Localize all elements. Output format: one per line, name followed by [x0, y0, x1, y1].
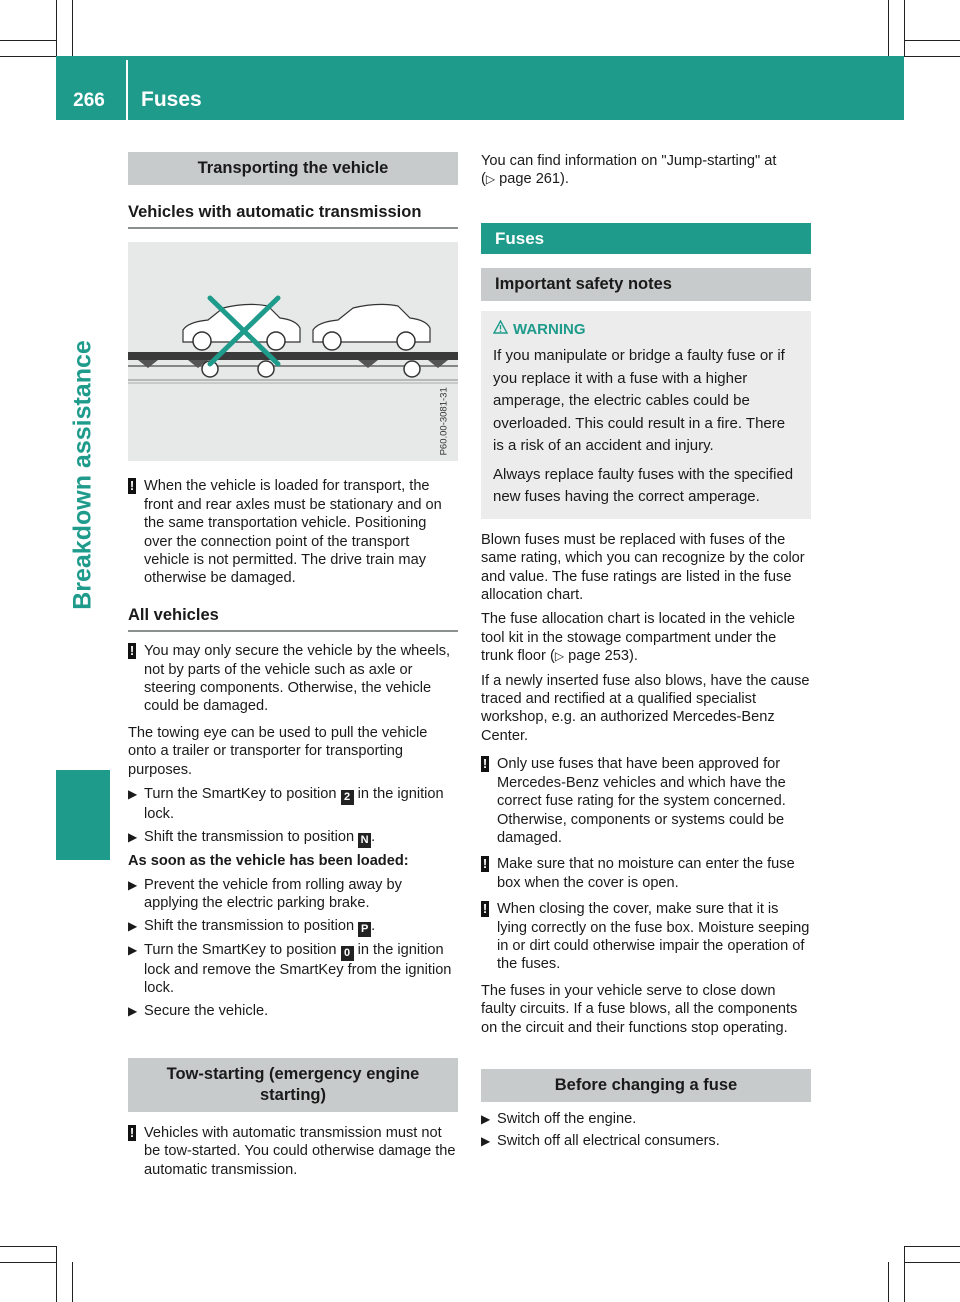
- note-cover: [481, 900, 811, 974]
- arrow-right-icon: ▶: [128, 877, 138, 892]
- car-left-wheel: [193, 332, 211, 350]
- note-transport: [128, 477, 458, 587]
- warning-title: [493, 319, 799, 342]
- bogie-wheel: [258, 361, 274, 377]
- note-text: Only use fuses that have been approved for Mercedes-Benz vehicles and which have the correct fuse rating for the system concerned. Otherwise, components or systems could be damaged.: [497, 756, 786, 846]
- crop-mark: [888, 0, 889, 56]
- page-ref-link[interactable]: page 253).: [568, 648, 638, 665]
- subheading-all-vehicles: All vehicles: [128, 606, 458, 632]
- crop-mark: [904, 40, 960, 41]
- key-position-0: 0: [341, 946, 354, 961]
- loaded-heading: As soon as the vehicle has been loaded:: [128, 852, 409, 869]
- note-approved-fuses: [481, 755, 811, 847]
- crop-mark: [904, 1262, 960, 1263]
- step-text: Switch off all electrical consumers.: [497, 1133, 720, 1150]
- paragraph-jump-start: [481, 152, 811, 189]
- step-smartkey-2: [128, 785, 458, 823]
- transport-figure: [128, 242, 458, 461]
- step-text: Turn the SmartKey to position: [144, 941, 337, 958]
- step-switch-off-engine: [481, 1110, 811, 1128]
- exclamation-icon: !: [482, 756, 488, 772]
- chapter-side-label: Breakdown assistance: [68, 340, 97, 610]
- paragraph-fuses-serve: The fuses in your vehicle serve to close down faulty circuits. If a fuse blows, all the components on the circuit and their functions stop operating.: [481, 982, 798, 1036]
- exclamation-icon: !: [129, 1124, 135, 1140]
- note-secure: [128, 642, 458, 716]
- crop-mark: [888, 1262, 889, 1302]
- section-heading-tow-starting: Tow-starting (emergency engine starting): [128, 1058, 458, 1112]
- header-divider: [126, 60, 128, 120]
- step-text: Shift the transmission to position: [144, 917, 355, 934]
- exclamation-icon: !: [482, 901, 488, 917]
- paragraph-allocation-chart: [481, 610, 811, 665]
- page-number: 266: [73, 90, 105, 111]
- warning-text: Always replace faulty fuses with the specified new fuses having the correct amperage.: [493, 465, 794, 506]
- section-heading-transport: Transporting the vehicle: [128, 152, 458, 185]
- step-switch-off-consumers: [481, 1132, 811, 1150]
- arrow-right-icon: ▶: [128, 918, 138, 933]
- warning-box: [481, 311, 811, 519]
- crop-mark: [0, 40, 56, 41]
- step-text: in the ignition lock.: [144, 786, 444, 823]
- page-ref-arrow-icon: ▷: [554, 649, 565, 664]
- page-title: Fuses: [141, 88, 202, 111]
- arrow-right-icon: ▶: [128, 1003, 138, 1018]
- step-text: Shift the transmission to position: [144, 828, 355, 845]
- key-position-2: 2: [341, 790, 354, 805]
- left-column: [128, 152, 458, 1187]
- right-column: [481, 152, 811, 1155]
- step-smartkey-0: [128, 941, 458, 998]
- car-left-wheel: [267, 332, 285, 350]
- crop-mark: [0, 1246, 56, 1247]
- step-text: .: [371, 828, 376, 845]
- step-text: Turn the SmartKey to position: [144, 786, 337, 803]
- exclamation-icon: !: [482, 856, 488, 872]
- step-text: Switch off the engine.: [497, 1110, 637, 1127]
- crop-mark: [0, 1262, 56, 1263]
- step-parking-brake: [128, 876, 458, 913]
- trailer-struts: [138, 360, 448, 368]
- figure-code: P60.00-3081-31: [438, 387, 450, 456]
- car-right-wheel: [323, 332, 341, 350]
- crop-mark: [72, 0, 73, 56]
- warning-title-text: WARNING: [513, 320, 586, 338]
- warning-text: If you manipulate or bridge a faulty fuse or if you replace it with a fuse with a higher amperage, the electric cables could be overloaded. This could result in a fire. There is a risk of an accident and injury.: [493, 347, 786, 455]
- para-text: The fuse allocation chart is located in the vehicle tool kit in the stowage compartment under the trunk floor (: [481, 611, 795, 665]
- arrow-right-icon: ▶: [128, 787, 138, 802]
- page-ref-link[interactable]: page 261).: [499, 171, 569, 188]
- arrow-right-icon: ▶: [128, 829, 138, 844]
- paragraph-towing-eye: The towing eye can be used to pull the vehicle onto a trailer or transporter for transporting purposes.: [128, 724, 428, 778]
- note-text: When the vehicle is loaded for transport, the front and rear axles must be stationary and on the same transportation vehicle. Positioning over the connection point of the transport vehicle is not permitted. The drive train may otherwise be damaged.: [144, 478, 442, 587]
- subheading-automatic: Vehicles with automatic transmission: [128, 203, 458, 229]
- crop-mark: [904, 56, 960, 57]
- section-heading-before-changing: Before changing a fuse: [481, 1069, 811, 1102]
- warning-triangle-icon: [493, 320, 508, 334]
- arrow-right-icon: ▶: [481, 1134, 491, 1149]
- step-text: Prevent the vehicle from rolling away by applying the electric parking brake.: [144, 876, 402, 912]
- crop-mark: [904, 1246, 905, 1302]
- crop-mark: [904, 1246, 960, 1247]
- page-ref-arrow-icon: ▷: [485, 172, 496, 187]
- para-text: You can find information on "Jump-starting" at (: [481, 153, 777, 188]
- crop-mark: [72, 1262, 73, 1302]
- car-right-wheel: [397, 332, 415, 350]
- crop-mark: [56, 0, 57, 56]
- chapter-tab-marker: [56, 770, 110, 860]
- arrow-right-icon: ▶: [128, 942, 138, 957]
- exclamation-icon: !: [129, 643, 135, 659]
- note-tow-start: [128, 1124, 458, 1179]
- step-text: Secure the vehicle.: [144, 1002, 269, 1019]
- key-position-p: P: [358, 922, 371, 937]
- crop-mark: [904, 0, 905, 56]
- crop-mark: [0, 56, 56, 57]
- key-position-n: N: [358, 833, 371, 848]
- note-text: Vehicles with automatic transmission must not be tow-started. You could otherwise damage the automatic transmission.: [144, 1124, 456, 1178]
- section-heading-safety: Important safety notes: [481, 268, 811, 301]
- bogie-wheel: [404, 361, 420, 377]
- step-text: .: [371, 917, 376, 934]
- step-text: in the ignition lock and remove the SmartKey from the ignition lock.: [144, 941, 452, 997]
- step-shift-neutral: [128, 828, 458, 848]
- exclamation-icon: !: [129, 478, 135, 494]
- note-moisture: [481, 855, 811, 892]
- arrow-right-icon: ▶: [481, 1111, 491, 1126]
- note-text: When closing the cover, make sure that it is lying correctly on the fuse box. Moisture seeping in or dirt could otherwise impair the operation of the fuses.: [497, 901, 810, 973]
- paragraph-newly-inserted: If a newly inserted fuse also blows, have the cause traced and rectified at a qualified specialist workshop, e.g. an authorized Mercedes-Benz Center.: [481, 672, 810, 744]
- step-secure-vehicle: [128, 1002, 458, 1020]
- note-text: Make sure that no moisture can enter the fuse box when the cover is open.: [497, 856, 795, 891]
- transport-illustration: [128, 242, 458, 461]
- trailer-rail: [128, 352, 458, 360]
- note-text: You may only secure the vehicle by the wheels, not by parts of the vehicle such as axle or steering components. Otherwise, the vehicle could be damaged.: [144, 643, 451, 715]
- paragraph-blown-fuses: Blown fuses must be replaced with fuses of the same rating, which you can recognize by the color and value. The fuse ratings are listed in the fuse allocation chart.: [481, 531, 805, 604]
- crop-mark: [56, 1246, 57, 1302]
- section-heading-fuses: Fuses: [481, 223, 811, 254]
- step-shift-park: [128, 917, 458, 937]
